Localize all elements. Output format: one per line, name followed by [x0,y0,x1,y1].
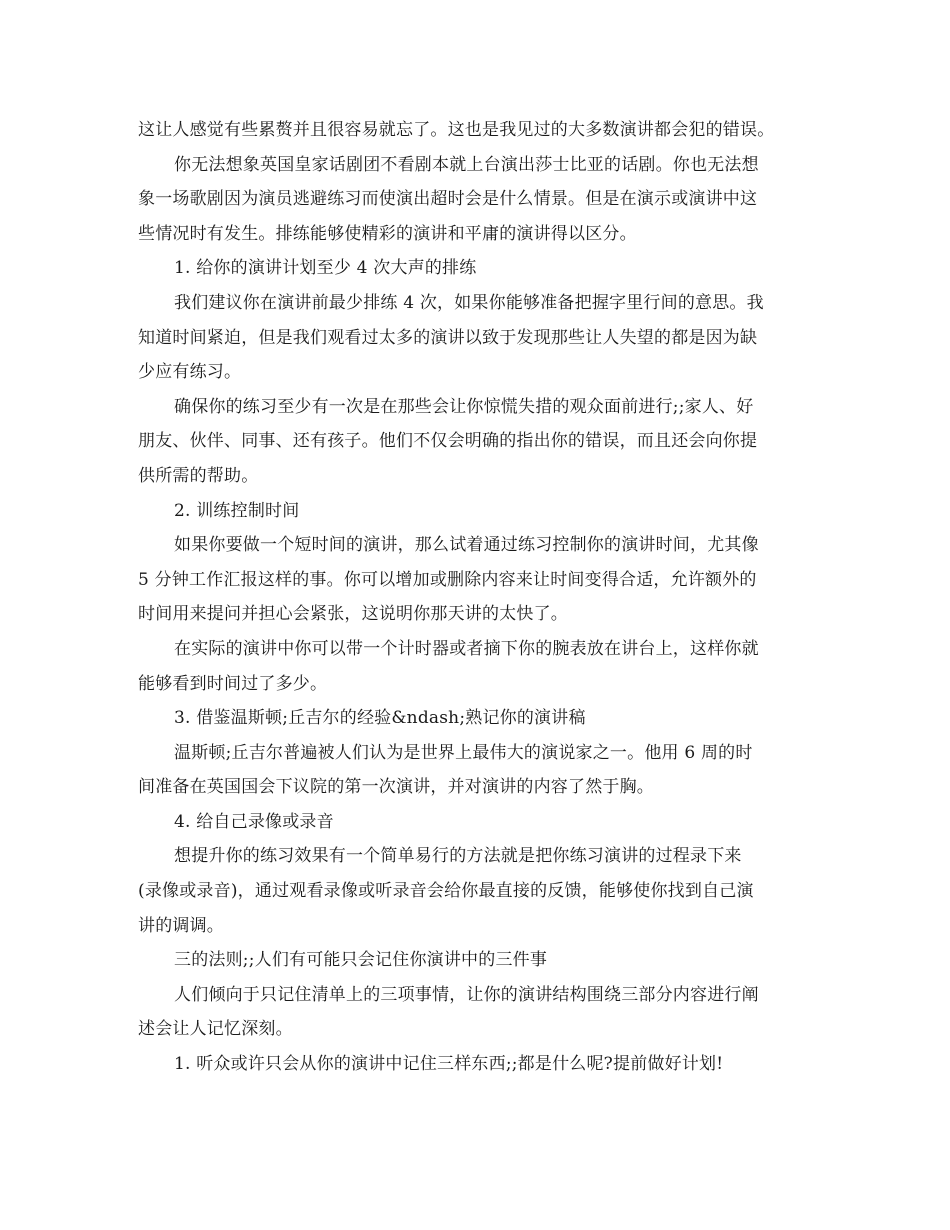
text-line: 4. 给自己录像或录音 [174,811,334,832]
text-line: 朋友、伙伴、同事、还有孩子。他们不仅会明确的指出你的错误，而且还会向你提 [138,431,758,452]
text-line: 供所需的帮助。 [138,465,259,486]
text-line: 1. 给你的演讲计划至少 4 次大声的排练 [174,258,477,279]
text-line: 间准备在英国国会下议院的第一次演讲，并对演讲的内容了然于胸。 [138,777,654,798]
document-body [138,113,818,1082]
text-line: 我们建议你在演讲前最少排练 4 次，如果你能够准备把握字里行间的意思。我 [174,292,764,313]
text-line: 三的法则;;人们有可能只会记住你演讲中的三件事 [174,950,548,971]
text-line: 在实际的演讲中你可以带一个计时器或者摘下你的腕表放在讲台上，这样你就 [174,638,759,659]
text-line: 时间用来提问并担心会紧张，这说明你那天讲的太快了。 [138,604,568,625]
text-line: 1. 听众或许只会从你的演讲中记住三样东西;;都是什么呢?提前做好计划! [174,1054,724,1075]
text-line: 知道时间紧迫，但是我们观看过太多的演讲以致于发现那些让人失望的都是因为缺 [138,327,758,348]
text-line: 这让人感觉有些累赘并且很容易就忘了。这也是我见过的大多数演讲都会犯的错误。 [138,120,775,140]
text-line: (录像或录音)，通过观看录像或听录音会给你最直接的反馈，能够使你找到自己演 [138,881,754,902]
text-line: 你无法想象英国皇家话剧团不看剧本就上台演出莎士比亚的话剧。你也无法想 [174,154,759,175]
text-line: 2. 训练控制时间 [174,500,300,521]
text-line: 3. 借鉴温斯顿;丘吉尔的经验&ndash;熟记你的演讲稿 [174,708,586,729]
text-line: 象一场歌剧因为演员逃避练习而使演出超时会是什么情景。但是在演示或演讲中这 [138,189,758,210]
text-line: 少应有练习。 [138,362,242,383]
text-line: 些情况时有发生。排练能够使精彩的演讲和平庸的演讲得以区分。 [138,223,637,244]
text-line: 能够看到时间过了多少。 [138,673,328,694]
text-line: 人们倾向于只记住清单上的三项事情，让你的演讲结构围绕三部分内容进行阐 [174,984,759,1005]
text-line: 确保你的练习至少有一次是在那些会让你惊慌失措的观众面前进行;;家人、好 [174,396,754,417]
text-line: 想提升你的练习效果有一个简单易行的方法就是把你练习演讲的过程录下来 [174,846,742,867]
text-line: 述会让人记忆深刻。 [138,1019,293,1040]
text-line: 讲的调调。 [138,915,224,936]
text-line: 温斯顿;丘吉尔普遍被人们认为是世界上最伟大的演说家之一。他用 6 周的时 [174,742,753,763]
text-line: 如果你要做一个短时间的演讲，那么试着通过练习控制你的演讲时间，尤其像 [174,535,759,556]
text-line: 5 分钟工作汇报这样的事。你可以增加或删除内容来让时间变得合适，允许额外的 [138,569,757,590]
